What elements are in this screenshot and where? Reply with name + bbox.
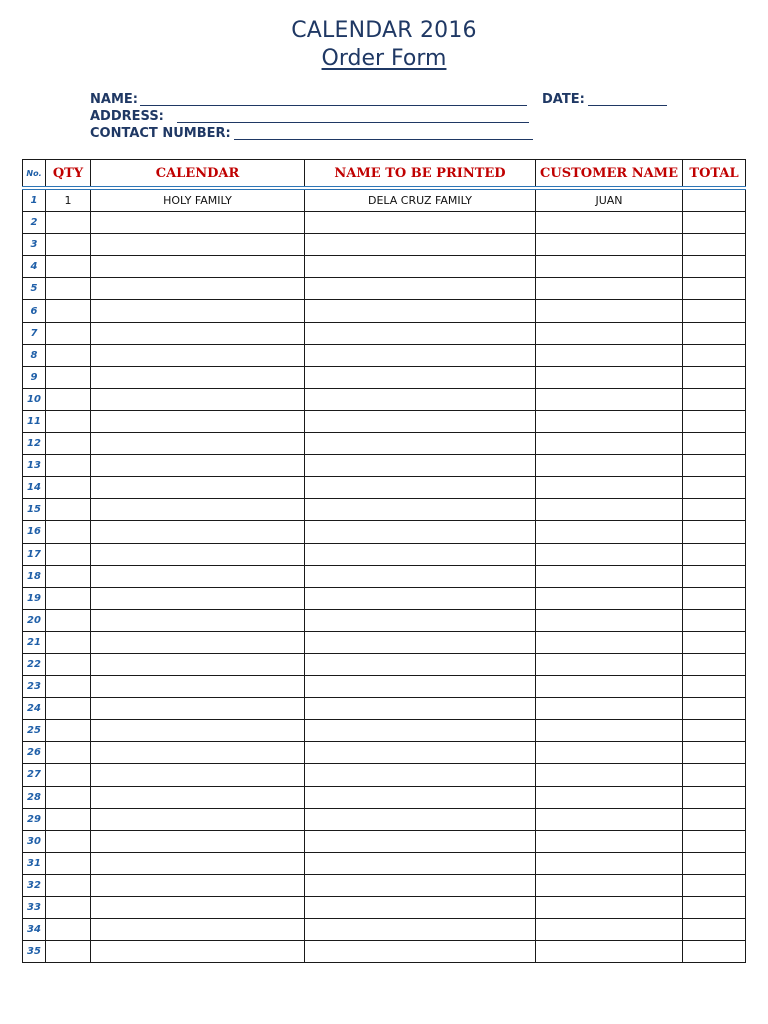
customer-name-cell[interactable] <box>536 455 683 477</box>
name-to-be-printed-cell[interactable] <box>305 874 536 896</box>
order-table <box>22 159 746 963</box>
qty-cell[interactable] <box>46 587 91 609</box>
calendar-cell[interactable] <box>91 587 305 609</box>
customer-name-cell[interactable] <box>536 256 683 278</box>
calendar-cell[interactable] <box>91 477 305 499</box>
name-to-be-printed-cell[interactable] <box>305 256 536 278</box>
row-number: 31 <box>23 852 46 874</box>
name-to-be-printed-cell[interactable] <box>305 587 536 609</box>
customer-name-cell[interactable] <box>536 786 683 808</box>
calendar-cell[interactable] <box>91 874 305 896</box>
name-to-be-printed-cell[interactable] <box>305 676 536 698</box>
calendar-cell[interactable] <box>91 433 305 455</box>
table-row <box>23 455 746 477</box>
table-row <box>23 477 746 499</box>
name-to-be-printed-cell[interactable] <box>305 433 536 455</box>
row-number: 30 <box>23 830 46 852</box>
row-number: 17 <box>23 543 46 565</box>
total-cell[interactable] <box>683 344 746 366</box>
qty-cell[interactable] <box>46 786 91 808</box>
page-subtitle: Order Form <box>321 46 447 71</box>
row-number: 21 <box>23 631 46 653</box>
customer-name-cell[interactable] <box>536 653 683 675</box>
qty-cell[interactable] <box>46 919 91 941</box>
customer-name-cell[interactable] <box>536 720 683 742</box>
table-row <box>23 565 746 587</box>
calendar-cell[interactable] <box>91 234 305 256</box>
name-to-be-printed-cell[interactable] <box>305 234 536 256</box>
name-to-be-printed-cell[interactable] <box>305 499 536 521</box>
address-field[interactable] <box>177 122 529 123</box>
customer-name-cell[interactable]: JUAN <box>536 188 683 212</box>
qty-cell[interactable] <box>46 565 91 587</box>
table-row <box>23 388 746 410</box>
row-number: 3 <box>23 234 46 256</box>
qty-cell[interactable] <box>46 212 91 234</box>
calendar-cell[interactable] <box>91 366 305 388</box>
table-row <box>23 212 746 234</box>
row-number: 15 <box>23 499 46 521</box>
row-number: 14 <box>23 477 46 499</box>
customer-name-cell[interactable] <box>536 919 683 941</box>
row-number: 29 <box>23 808 46 830</box>
date-field[interactable] <box>588 105 667 106</box>
customer-name-cell[interactable] <box>536 278 683 300</box>
calendar-cell[interactable] <box>91 830 305 852</box>
row-number: 9 <box>23 366 46 388</box>
row-number: 1 <box>23 188 46 212</box>
name-to-be-printed-cell[interactable] <box>305 212 536 234</box>
name-to-be-printed-cell[interactable] <box>305 786 536 808</box>
total-cell[interactable] <box>683 852 746 874</box>
calendar-cell[interactable] <box>91 410 305 432</box>
customer-name-cell[interactable] <box>536 499 683 521</box>
table-row <box>23 521 746 543</box>
calendar-cell[interactable] <box>91 322 305 344</box>
row-number: 22 <box>23 653 46 675</box>
qty-cell[interactable] <box>46 499 91 521</box>
table-row <box>23 698 746 720</box>
total-cell[interactable] <box>683 764 746 786</box>
calendar-cell[interactable] <box>91 919 305 941</box>
table-row <box>23 897 746 919</box>
table-row <box>23 830 746 852</box>
customer-name-cell[interactable] <box>536 565 683 587</box>
total-cell[interactable] <box>683 388 746 410</box>
qty-cell[interactable] <box>46 653 91 675</box>
qty-cell[interactable] <box>46 455 91 477</box>
total-cell[interactable] <box>683 897 746 919</box>
row-number: 7 <box>23 322 46 344</box>
table-row <box>23 587 746 609</box>
table-row <box>23 256 746 278</box>
total-cell[interactable] <box>683 742 746 764</box>
qty-cell[interactable] <box>46 366 91 388</box>
name-to-be-printed-cell[interactable] <box>305 543 536 565</box>
table-row <box>23 852 746 874</box>
customer-name-cell[interactable] <box>536 477 683 499</box>
calendar-cell[interactable] <box>91 631 305 653</box>
qty-cell[interactable] <box>46 344 91 366</box>
table-row <box>23 278 746 300</box>
table-row <box>23 676 746 698</box>
name-field[interactable] <box>140 105 527 106</box>
calendar-cell[interactable] <box>91 499 305 521</box>
table-row <box>23 919 746 941</box>
calendar-cell[interactable] <box>91 941 305 963</box>
row-number: 27 <box>23 764 46 786</box>
name-to-be-printed-cell[interactable] <box>305 565 536 587</box>
customer-name-cell[interactable] <box>536 609 683 631</box>
table-row <box>23 322 746 344</box>
qty-cell[interactable] <box>46 300 91 322</box>
customer-name-cell[interactable] <box>536 897 683 919</box>
total-cell[interactable] <box>683 499 746 521</box>
row-number: 34 <box>23 919 46 941</box>
row-number: 35 <box>23 941 46 963</box>
calendar-cell[interactable] <box>91 808 305 830</box>
name-label: NAME: <box>90 92 138 107</box>
name-to-be-printed-cell[interactable] <box>305 477 536 499</box>
qty-cell[interactable] <box>46 322 91 344</box>
col-header-name-to-be-printed: NAME TO BE PRINTED <box>305 160 536 189</box>
customer-name-cell[interactable] <box>536 852 683 874</box>
name-to-be-printed-cell[interactable] <box>305 631 536 653</box>
calendar-cell[interactable] <box>91 565 305 587</box>
name-to-be-printed-cell[interactable] <box>305 322 536 344</box>
qty-cell[interactable] <box>46 720 91 742</box>
row-number: 19 <box>23 587 46 609</box>
page-title: CALENDAR 2016 <box>291 18 477 43</box>
customer-name-cell[interactable] <box>536 388 683 410</box>
date-label: DATE: <box>542 92 585 107</box>
name-to-be-printed-cell[interactable] <box>305 852 536 874</box>
customer-name-cell[interactable] <box>536 300 683 322</box>
contact-number-field[interactable] <box>234 139 533 140</box>
name-to-be-printed-cell[interactable] <box>305 278 536 300</box>
qty-cell[interactable] <box>46 897 91 919</box>
calendar-cell[interactable] <box>91 698 305 720</box>
total-cell[interactable] <box>683 786 746 808</box>
qty-cell[interactable] <box>46 631 91 653</box>
qty-cell[interactable] <box>46 410 91 432</box>
qty-cell[interactable] <box>46 698 91 720</box>
contact-number-label: CONTACT NUMBER: <box>90 126 231 141</box>
calendar-cell[interactable] <box>91 742 305 764</box>
calendar-cell[interactable] <box>91 256 305 278</box>
total-cell[interactable] <box>683 587 746 609</box>
qty-cell[interactable] <box>46 874 91 896</box>
calendar-cell[interactable] <box>91 388 305 410</box>
total-cell[interactable] <box>683 521 746 543</box>
customer-name-cell[interactable] <box>536 874 683 896</box>
qty-cell[interactable] <box>46 676 91 698</box>
table-row <box>23 808 746 830</box>
name-to-be-printed-cell[interactable] <box>305 808 536 830</box>
customer-name-cell[interactable] <box>536 543 683 565</box>
row-number: 23 <box>23 676 46 698</box>
total-cell[interactable] <box>683 720 746 742</box>
customer-name-cell[interactable] <box>536 521 683 543</box>
address-label: ADDRESS: <box>90 109 164 124</box>
qty-cell[interactable] <box>46 278 91 300</box>
customer-name-cell[interactable] <box>536 764 683 786</box>
total-cell[interactable] <box>683 256 746 278</box>
row-number: 13 <box>23 455 46 477</box>
table-row <box>23 786 746 808</box>
total-cell[interactable] <box>683 234 746 256</box>
name-to-be-printed-cell[interactable] <box>305 698 536 720</box>
qty-cell[interactable] <box>46 764 91 786</box>
customer-name-cell[interactable] <box>536 410 683 432</box>
name-to-be-printed-cell[interactable] <box>305 941 536 963</box>
name-to-be-printed-cell[interactable] <box>305 300 536 322</box>
row-number: 32 <box>23 874 46 896</box>
qty-cell[interactable] <box>46 609 91 631</box>
total-cell[interactable] <box>683 410 746 432</box>
calendar-cell[interactable] <box>91 455 305 477</box>
row-number: 2 <box>23 212 46 234</box>
total-cell[interactable] <box>683 366 746 388</box>
customer-name-cell[interactable] <box>536 212 683 234</box>
name-to-be-printed-cell[interactable] <box>305 609 536 631</box>
row-number: 16 <box>23 521 46 543</box>
total-cell[interactable] <box>683 433 746 455</box>
calendar-cell[interactable] <box>91 543 305 565</box>
total-cell[interactable] <box>683 543 746 565</box>
calendar-cell[interactable] <box>91 897 305 919</box>
table-row <box>23 433 746 455</box>
table-row <box>23 344 746 366</box>
calendar-cell[interactable] <box>91 653 305 675</box>
customer-name-cell[interactable] <box>536 631 683 653</box>
customer-name-cell[interactable] <box>536 941 683 963</box>
table-row <box>23 234 746 256</box>
name-to-be-printed-cell[interactable] <box>305 344 536 366</box>
customer-name-cell[interactable] <box>536 344 683 366</box>
calendar-cell[interactable] <box>91 764 305 786</box>
calendar-cell[interactable] <box>91 720 305 742</box>
total-cell[interactable] <box>683 278 746 300</box>
name-to-be-printed-cell[interactable] <box>305 366 536 388</box>
table-row <box>23 609 746 631</box>
table-row <box>23 543 746 565</box>
calendar-cell[interactable] <box>91 344 305 366</box>
table-row <box>23 300 746 322</box>
col-header-calendar: CALENDAR <box>91 160 305 189</box>
col-header-qty: QTY <box>46 160 91 189</box>
qty-cell[interactable] <box>46 852 91 874</box>
name-to-be-printed-cell[interactable] <box>305 521 536 543</box>
qty-cell[interactable] <box>46 543 91 565</box>
total-cell[interactable] <box>683 676 746 698</box>
row-number: 26 <box>23 742 46 764</box>
col-header-customer-name: CUSTOMER NAME <box>536 160 683 189</box>
total-cell[interactable] <box>683 300 746 322</box>
total-cell[interactable] <box>683 874 746 896</box>
customer-name-cell[interactable] <box>536 587 683 609</box>
qty-cell[interactable] <box>46 234 91 256</box>
total-cell[interactable] <box>683 631 746 653</box>
table-row <box>23 188 746 212</box>
calendar-cell[interactable] <box>91 278 305 300</box>
customer-name-cell[interactable] <box>536 698 683 720</box>
customer-name-cell[interactable] <box>536 830 683 852</box>
row-number: 25 <box>23 720 46 742</box>
row-number: 12 <box>23 433 46 455</box>
calendar-cell[interactable] <box>91 609 305 631</box>
calendar-cell[interactable] <box>91 852 305 874</box>
table-row <box>23 720 746 742</box>
qty-cell[interactable]: 1 <box>46 188 91 212</box>
row-number: 24 <box>23 698 46 720</box>
customer-name-cell[interactable] <box>536 322 683 344</box>
total-cell[interactable] <box>683 941 746 963</box>
qty-cell[interactable] <box>46 941 91 963</box>
calendar-cell[interactable]: HOLY FAMILY <box>91 188 305 212</box>
table-row <box>23 366 746 388</box>
name-to-be-printed-cell[interactable] <box>305 742 536 764</box>
row-number: 6 <box>23 300 46 322</box>
row-number: 28 <box>23 786 46 808</box>
qty-cell[interactable] <box>46 830 91 852</box>
name-to-be-printed-cell[interactable] <box>305 388 536 410</box>
row-number: 5 <box>23 278 46 300</box>
qty-cell[interactable] <box>46 521 91 543</box>
row-number: 10 <box>23 388 46 410</box>
total-cell[interactable] <box>683 698 746 720</box>
qty-cell[interactable] <box>46 477 91 499</box>
qty-cell[interactable] <box>46 808 91 830</box>
calendar-cell[interactable] <box>91 786 305 808</box>
name-to-be-printed-cell[interactable] <box>305 410 536 432</box>
table-row <box>23 874 746 896</box>
table-row <box>23 764 746 786</box>
qty-cell[interactable] <box>46 256 91 278</box>
col-header-total: TOTAL <box>683 160 746 189</box>
total-cell[interactable] <box>683 919 746 941</box>
total-cell[interactable] <box>683 455 746 477</box>
customer-name-cell[interactable] <box>536 808 683 830</box>
qty-cell[interactable] <box>46 433 91 455</box>
col-header-no: No. <box>23 160 46 189</box>
name-to-be-printed-cell[interactable] <box>305 764 536 786</box>
row-number: 4 <box>23 256 46 278</box>
total-cell[interactable] <box>683 565 746 587</box>
total-cell[interactable] <box>683 830 746 852</box>
table-row <box>23 742 746 764</box>
table-row <box>23 499 746 521</box>
qty-cell[interactable] <box>46 742 91 764</box>
customer-name-cell[interactable] <box>536 742 683 764</box>
customer-name-cell[interactable] <box>536 433 683 455</box>
row-number: 18 <box>23 565 46 587</box>
table-row <box>23 410 746 432</box>
name-to-be-printed-cell[interactable] <box>305 455 536 477</box>
customer-name-cell[interactable] <box>536 676 683 698</box>
total-cell[interactable] <box>683 477 746 499</box>
row-number: 8 <box>23 344 46 366</box>
calendar-cell[interactable] <box>91 521 305 543</box>
calendar-cell[interactable] <box>91 676 305 698</box>
table-row <box>23 653 746 675</box>
row-number: 20 <box>23 609 46 631</box>
calendar-cell[interactable] <box>91 300 305 322</box>
row-number: 33 <box>23 897 46 919</box>
table-header-row <box>23 160 746 189</box>
name-to-be-printed-cell[interactable] <box>305 720 536 742</box>
name-to-be-printed-cell[interactable] <box>305 919 536 941</box>
customer-name-cell[interactable] <box>536 234 683 256</box>
name-to-be-printed-cell[interactable]: DELA CRUZ FAMILY <box>305 188 536 212</box>
name-to-be-printed-cell[interactable] <box>305 830 536 852</box>
calendar-cell[interactable] <box>91 212 305 234</box>
total-cell[interactable] <box>683 808 746 830</box>
row-number: 11 <box>23 410 46 432</box>
total-cell[interactable] <box>683 609 746 631</box>
customer-name-cell[interactable] <box>536 366 683 388</box>
total-cell[interactable] <box>683 322 746 344</box>
table-row <box>23 631 746 653</box>
total-cell[interactable] <box>683 653 746 675</box>
table-row <box>23 941 746 963</box>
total-cell[interactable] <box>683 188 746 212</box>
qty-cell[interactable] <box>46 388 91 410</box>
name-to-be-printed-cell[interactable] <box>305 653 536 675</box>
name-to-be-printed-cell[interactable] <box>305 897 536 919</box>
total-cell[interactable] <box>683 212 746 234</box>
